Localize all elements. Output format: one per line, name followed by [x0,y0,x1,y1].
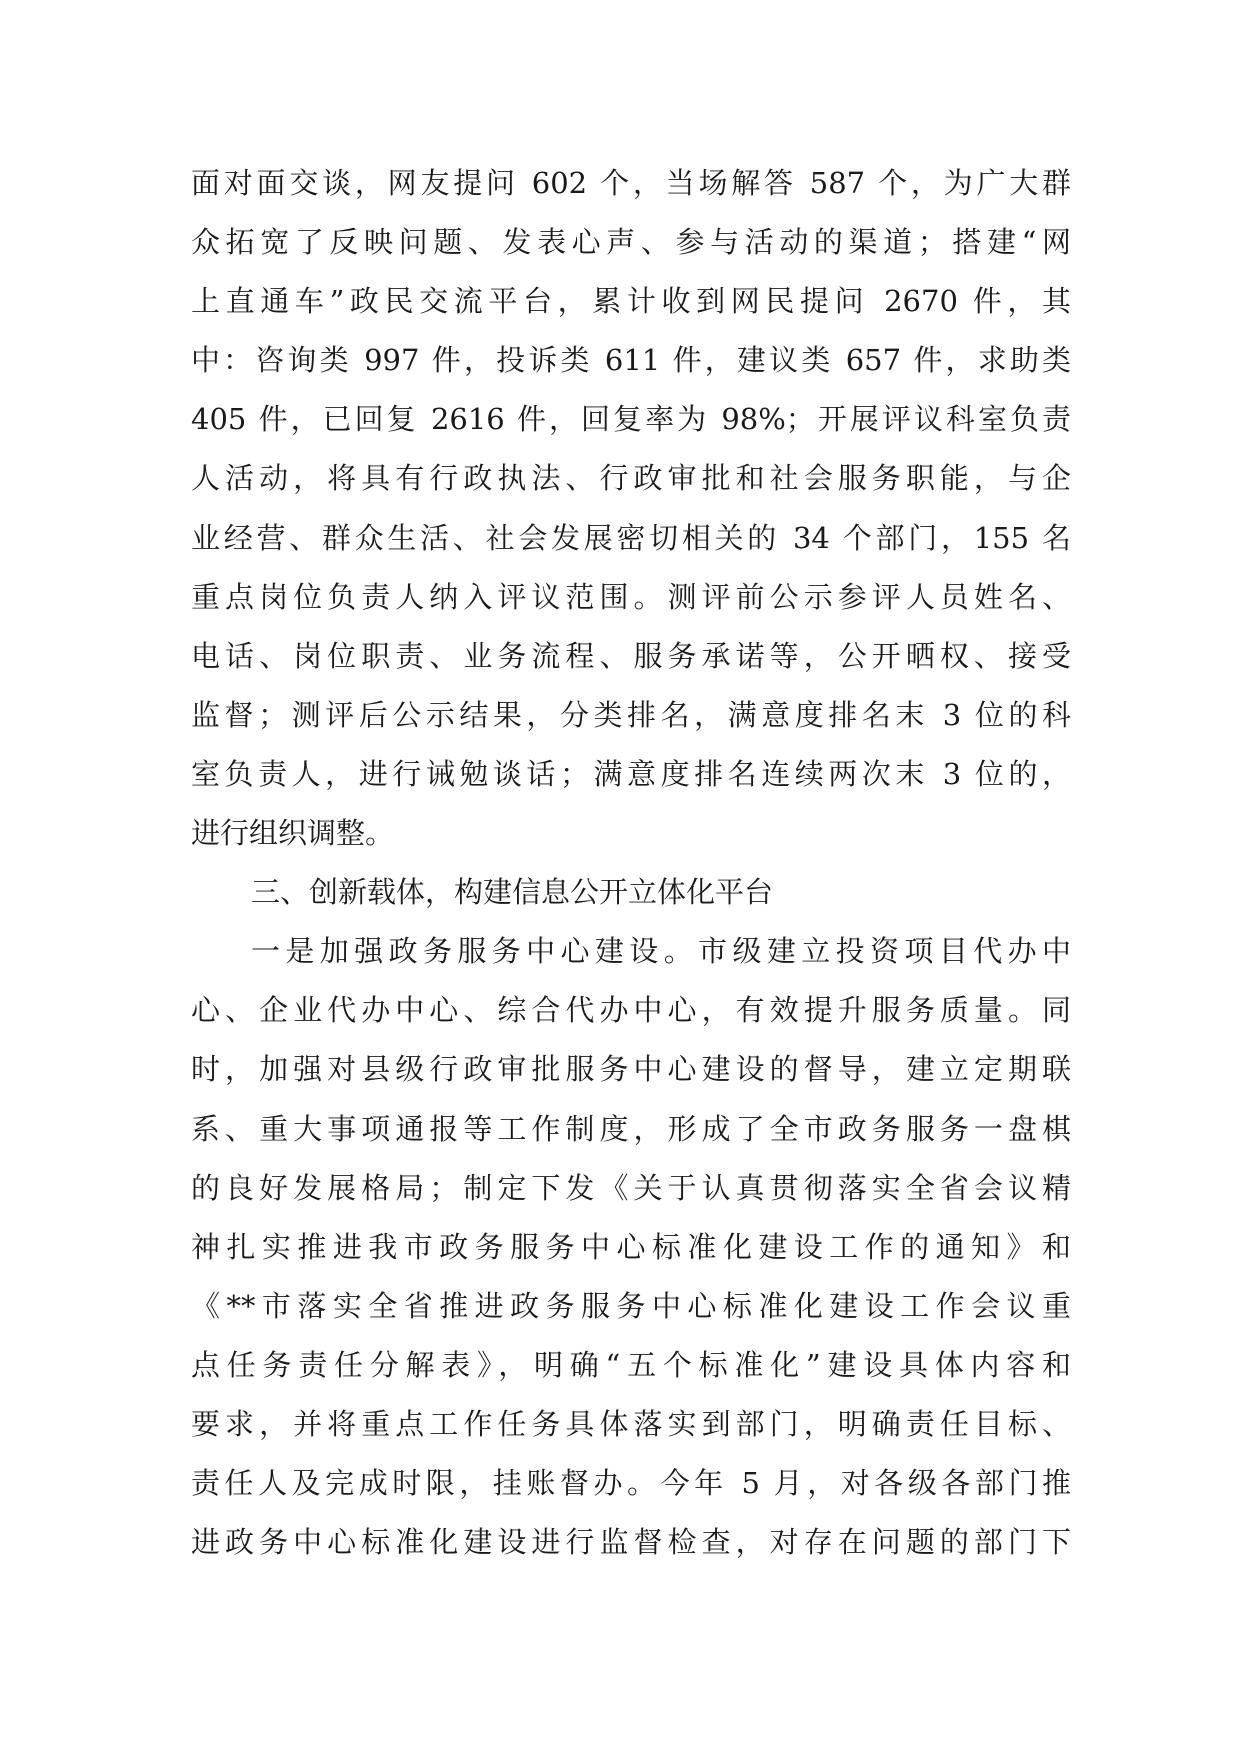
text-line: 中：咨询类 997 件，投诉类 611 件，建议类 657 件，求助类 [191,343,1071,378]
text-line: 进政务中心标准化建设进行监督检查，对存在问题的部门下 [191,1525,1071,1560]
text-line: 上直通车”政民交流平台，累计收到网民提问 2670 件，其 [191,284,1071,319]
text-line: 系、重大事项通报等工作制度，形成了全市政务服务一盘棋 [191,1111,1071,1146]
text-line: 要求，并将重点工作任务具体落实到部门，明确责任目标、 [191,1406,1071,1441]
text-line: 《**市落实全省推进政务服务中心标准化建设工作会议重 [191,1288,1071,1323]
text-line: 点任务责任分解表》，明确“五个标准化”建设具体内容和 [191,1347,1071,1382]
text-line: 监督；测评后公示结果，分类排名，满意度排名末 3 位的科 [191,697,1071,732]
text-line: 室负责人，进行诫勉谈话；满意度排名连续两次末 3 位的， [191,756,1071,791]
text-line: 心、企业代办中心、综合代办中心，有效提升服务质量。同 [191,993,1071,1028]
text-line: 进行组织调整。 [191,816,395,851]
text-line: 众拓宽了反映问题、发表心声、参与活动的渠道；搭建“网 [191,225,1071,260]
document-body [191,154,1071,1572]
text-line: 面对面交谈，网友提问 602 个，当场解答 587 个，为广大群 [191,166,1071,200]
text-line: 405 件，已回复 2616 件，回复率为 98%；开展评议科室负责 [191,402,1071,437]
text-line: 一是加强政务服务中心建设。市级建立投资项目代办中 [251,934,1071,969]
text-line: 责任人及完成时限，挂账督办。今年 5 月，对各级各部门推 [191,1466,1071,1501]
text-line: 电话、岗位职责、业务流程、服务承诺等，公开晒权、接受 [191,638,1071,673]
text-line: 时，加强对县级行政审批服务中心建设的督导，建立定期联 [191,1052,1071,1087]
text-line: 重点岗位负责人纳入评议范围。测评前公示参评人员姓名、 [191,579,1071,614]
section-heading: 三、创新载体，构建信息公开立体化平台 [251,875,774,910]
text-line: 神扎实推进我市政务服务中心标准化建设工作的通知》和 [191,1229,1071,1264]
text-line: 业经营、群众生活、社会发展密切相关的 34 个部门，155 名 [191,520,1071,555]
text-line: 的良好发展格局；制定下发《关于认真贯彻落实全省会议精 [191,1170,1071,1205]
text-line: 人活动，将具有行政执法、行政审批和社会服务职能，与企 [191,461,1071,496]
